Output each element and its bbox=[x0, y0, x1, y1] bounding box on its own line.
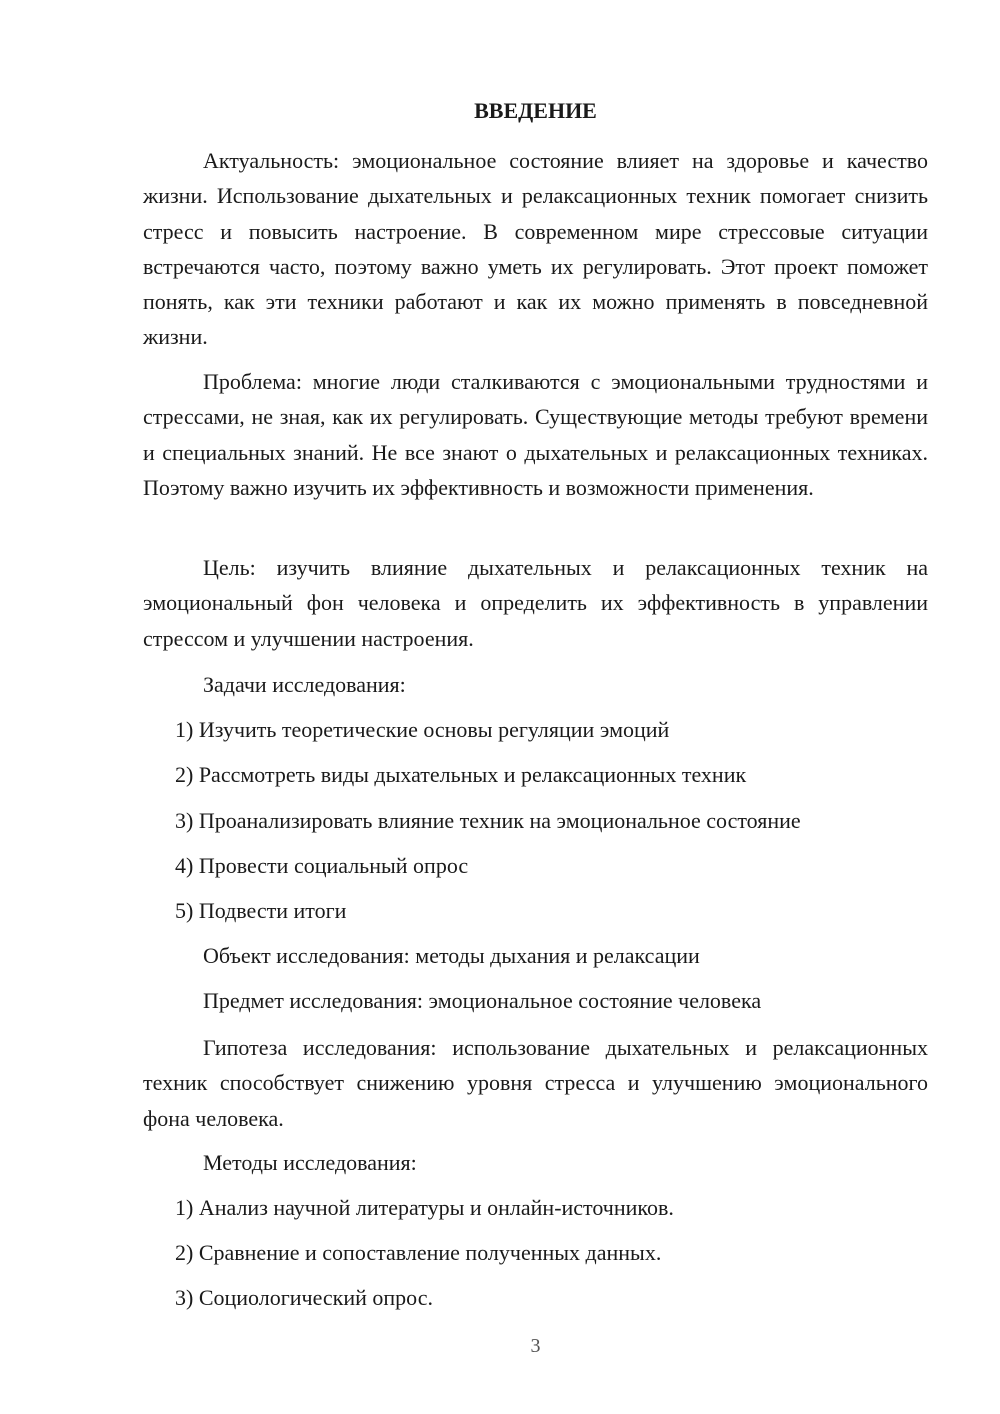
task-item: 5) Подвести итоги bbox=[175, 898, 347, 923]
section-heading: ВВЕДЕНИЕ bbox=[474, 98, 597, 123]
goal-paragraph: Цель: изучить влияние дыхательных и релаксационных техник на эмоциональный фон человека и определить их эффективность в управлении стрессом и улучшении настроения. bbox=[143, 555, 928, 651]
tasks-heading: Задачи исследования: bbox=[203, 672, 406, 697]
relevance-paragraph: Актуальность: эмоциональное состояние влияет на здоровье и качество жизни. Использование дыхательных и релаксационных техник помогает снизить стресс и повысить настроение. В современном мире стрессовые ситуации встречаются часто, поэтому важно уметь их регулировать. Этот проект поможет понять, как эти техники работают и как их можно применять в повседневной жизни. bbox=[143, 148, 928, 350]
methods-heading: Методы исследования: bbox=[203, 1150, 417, 1175]
task-item: 4) Провести социальный опрос bbox=[175, 853, 469, 878]
research-subject: Предмет исследования: эмоциональное состояние человека bbox=[203, 988, 762, 1013]
hypothesis-paragraph: Гипотеза исследования: использование дыхательных и релаксационных техник способствует снижению уровня стресса и улучшению эмоционального фона человека. bbox=[143, 1035, 928, 1131]
task-item: 3) Проанализировать влияние техник на эмоциональное состояние bbox=[175, 808, 801, 833]
method-item: 3) Социологический опрос. bbox=[175, 1285, 433, 1310]
research-object: Объект исследования: методы дыхания и релаксации bbox=[203, 943, 700, 968]
problem-paragraph: Проблема: многие люди сталкиваются с эмоциональными трудностями и стрессами, не зная, как их регулировать. Существующие методы требуют времени и специальных знаний. Не все знают о дыхательных и релаксационных техниках. Поэтому важно изучить их эффективность и возможности применения. bbox=[143, 369, 928, 500]
method-item: 2) Сравнение и сопоставление полученных данных. bbox=[175, 1240, 662, 1265]
page-number: 3 bbox=[530, 1335, 541, 1357]
task-item: 2) Рассмотреть виды дыхательных и релаксационных техник bbox=[175, 762, 747, 787]
method-item: 1) Анализ научной литературы и онлайн-источников. bbox=[175, 1195, 674, 1220]
task-item: 1) Изучить теоретические основы регуляции эмоций bbox=[175, 717, 670, 742]
